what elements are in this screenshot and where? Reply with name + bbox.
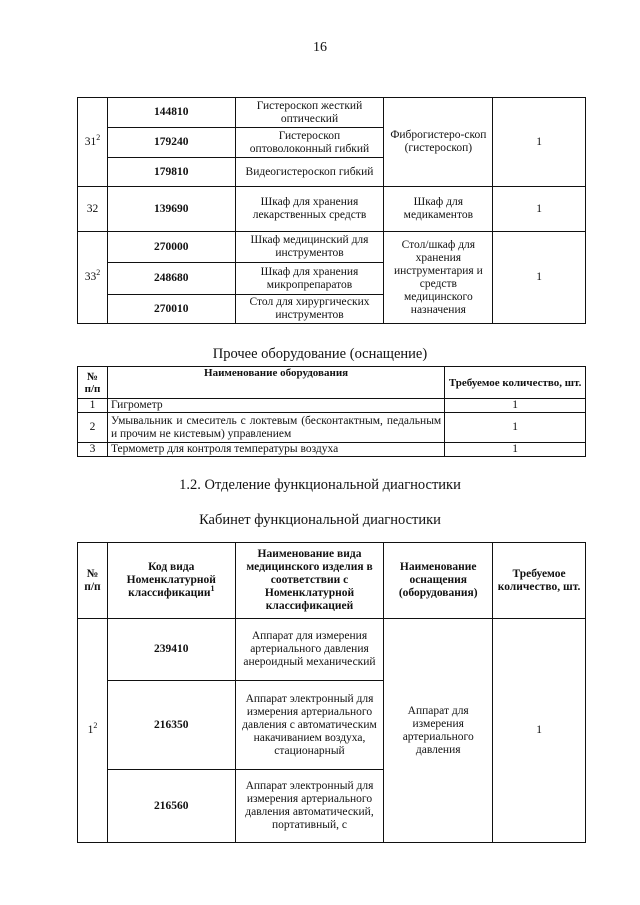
table-row — [78, 187, 586, 232]
quantity: 1 — [445, 399, 586, 413]
device-name: Аппарат для измерения артериального давления анероидный механический — [235, 619, 384, 681]
row-number: $31^2$ — [78, 98, 108, 187]
row-number: 1 — [78, 399, 108, 413]
page-number: 16 — [313, 40, 327, 55]
section-heading: 1.2. Отделение функциональной диагностики — [179, 477, 461, 493]
table-row — [78, 619, 586, 681]
column-header-device: Наименование вида медицинского изделия в соответствии с Номенклатурной классификацией — [235, 543, 384, 619]
row-number: 3 — [78, 443, 108, 457]
row-number: 32 — [78, 187, 108, 232]
equipment-table-continued — [77, 97, 586, 324]
quantity: 1 — [493, 619, 586, 843]
column-header-num: № п/п — [78, 367, 108, 399]
equipment-name: Термометр для контроля температуры воздуха — [107, 443, 444, 457]
nomenclature-code: 248680 — [107, 263, 235, 295]
equipment-name: Умывальник и смеситель с локтевым (бесконтактным, педальным и прочим не кистевым) управлением — [107, 413, 444, 443]
table-row — [78, 413, 586, 443]
table-row — [78, 443, 586, 457]
cabinet-heading: Кабинет функциональной диагностики — [199, 512, 441, 528]
quantity: 1 — [445, 443, 586, 457]
row-number: $1^2$ — [78, 619, 108, 843]
table-row — [78, 232, 586, 263]
device-name: Гистероскоп жесткий оптический — [235, 98, 384, 128]
device-name: Стол для хирургических инструментов — [235, 295, 384, 324]
nomenclature-code: 270000 — [107, 232, 235, 263]
device-name: Шкаф для хранения микропрепаратов — [235, 263, 384, 295]
nomenclature-code: 144810 — [107, 98, 235, 128]
column-header-equipment: Наименование оснащения (оборудования) — [384, 543, 493, 619]
nomenclature-code: 179240 — [107, 128, 235, 158]
column-header-qty: Требуемое количество, шт. — [493, 543, 586, 619]
quantity: 1 — [493, 187, 586, 232]
nomenclature-code: 216560 — [107, 770, 235, 843]
table-row — [78, 98, 586, 128]
quantity: 1 — [493, 232, 586, 324]
row-number: 2 — [78, 413, 108, 443]
table-header-row — [78, 367, 586, 399]
table-row — [78, 399, 586, 413]
device-name: Аппарат электронный для измерения артериального давления с автоматическим накачиванием воздуха, стационарный — [235, 681, 384, 770]
quantity: 1 — [445, 413, 586, 443]
equipment-name: Стол/шкаф для хранения инструментария и средств медицинского назначения — [384, 232, 493, 324]
device-name: Гистероскоп оптоволоконный гибкий — [235, 128, 384, 158]
device-name: Шкаф для хранения лекарственных средств — [235, 187, 384, 232]
equipment-name: Аппарат для измерения артериального давления — [384, 619, 493, 843]
quantity: 1 — [493, 98, 586, 187]
diagnostics-equipment-table — [77, 542, 586, 843]
nomenclature-code: 179810 — [107, 158, 235, 187]
nomenclature-code: 239410 — [107, 619, 235, 681]
device-name: Аппарат электронный для измерения артериального давления автоматический, портативный, с — [235, 770, 384, 843]
device-name: Шкаф медицинский для инструментов — [235, 232, 384, 263]
equipment-name: Шкаф для медикаментов — [384, 187, 493, 232]
table-header-row — [78, 543, 586, 619]
column-header-num: № п/п — [78, 543, 108, 619]
nomenclature-code: 216350 — [107, 681, 235, 770]
equipment-name: Фиброгистеро-скоп (гистероскоп) — [384, 98, 493, 187]
row-number: $33^2$ — [78, 232, 108, 324]
other-equipment-heading: Прочее оборудование (оснащение) — [212, 346, 428, 362]
device-name: Видеогистероскоп гибкий — [235, 158, 384, 187]
equipment-name: Гигрометр — [107, 399, 444, 413]
nomenclature-code: 270010 — [107, 295, 235, 324]
column-header-code: Код вида Номенклатурной классификации$^1$ — [107, 543, 235, 619]
column-header-qty: Требуемое количество, шт. — [445, 367, 586, 399]
other-equipment-table — [77, 366, 586, 457]
nomenclature-code: 139690 — [107, 187, 235, 232]
column-header-name: Наименование оборудования — [107, 367, 444, 399]
